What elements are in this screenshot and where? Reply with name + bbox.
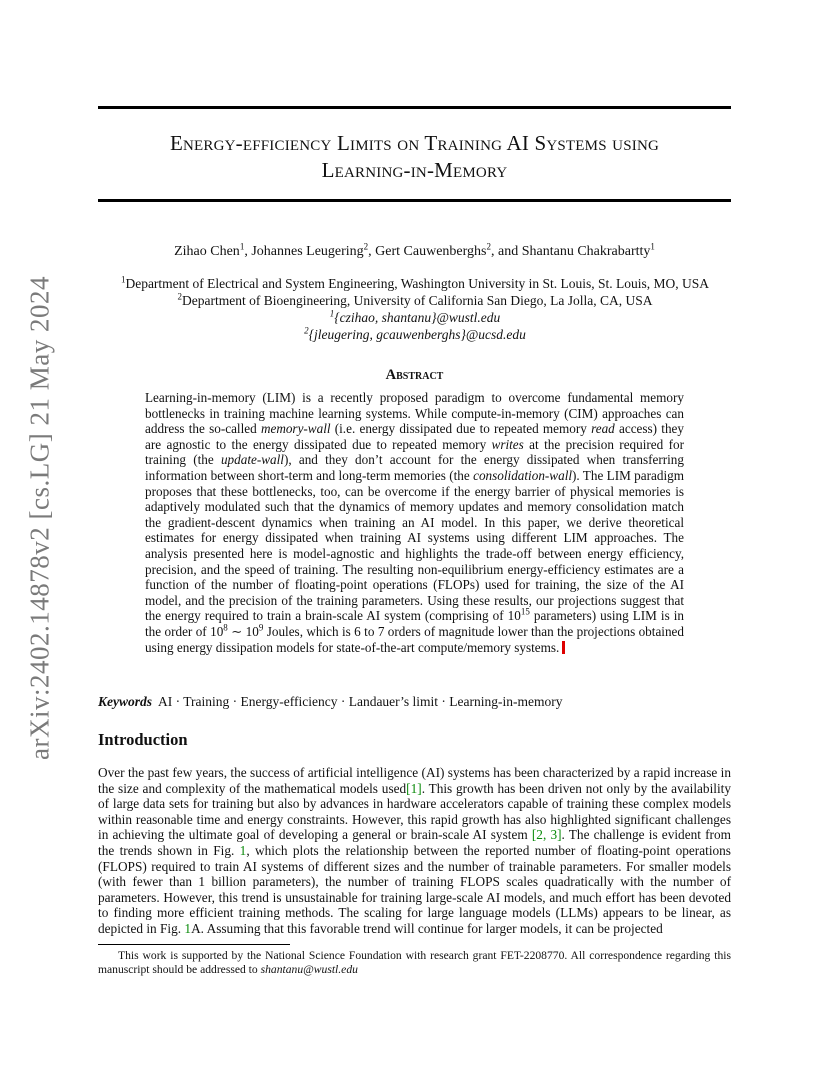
math-1e15: $10^{15}$	[507, 606, 530, 624]
title-line-2: Learning-in-Memory	[321, 158, 508, 182]
email-text: {czihao, shantanu}@wustl.edu	[334, 310, 501, 325]
author-separator: ,	[368, 244, 376, 259]
author-separator: ,	[244, 244, 252, 259]
citation-link[interactable]: [2, 3]	[531, 827, 562, 843]
author-name: Shantanu Chakrabartty	[521, 244, 651, 259]
keywords-label: Keywords	[98, 694, 152, 709]
email-mark: 1	[329, 308, 335, 319]
affiliation-mark: 1	[120, 274, 126, 285]
author-name: Zihao Chen	[174, 244, 240, 259]
affiliation-text: Department of Bioengineering, University of California San Diego, La Jolla, CA, USA	[181, 293, 653, 308]
introduction-body: Over the past few years, the success of artificial intelligence (AI) systems has been characterized by a rapid increase in the size and complexity of the mathematical models used[1]. This growth has been driven not only by the availability of large data sets for training but also by advances in hardware accelerators capable of training these complex models within reasonable time and energy constraints. However, this rapid growth has also highlighted significant challenges in achieving the ultimate goal of developing a general or brain-scale AI system [2, 3]. The challenge is evident from the trends shown in Fig. 1, which plots the relationship between the reported number of floating-point operations (FLOPS) required to train AI systems of different sizes and the number of trainable parameters. For smaller models (with fewer than 1 billion parameters), the number of training FLOPS scales quadratically with the number of parameters. However, this trend is unsustainable for training large-scale AI models, and much effort has been devoted to finding more efficient training methods. The scaling for large language models (LLMs) appears to be linear, as depicted in Fig. 1A. Assuming that this favorable trend will continue for larger models, it can be projected	[98, 765, 731, 936]
footnote-email: shantanu@wustl.edu	[260, 963, 358, 976]
email-text: {jleugering, gcauwenberghs}@ucsd.edu	[308, 327, 526, 342]
affiliation-mark: 2	[177, 291, 182, 302]
author-affil-mark: 1	[239, 241, 245, 252]
red-marker	[562, 641, 565, 654]
author-affil-mark: 1	[650, 241, 655, 252]
affiliation-2	[90, 292, 740, 309]
affiliation-text: Department of Electrical and System Engineering, Washington University in St. Louis, St. Louis, MO, USA	[125, 276, 710, 291]
paper-title	[98, 130, 731, 184]
section-heading-introduction: Introduction	[98, 730, 188, 749]
author-affil-mark: 2	[363, 241, 369, 252]
author-name: Gert Cauwenberghs	[375, 244, 487, 259]
email-2	[90, 326, 740, 343]
title-line-1: Energy-efficiency Limits on Training AI Systems using	[169, 131, 660, 155]
footnote-rule	[98, 944, 290, 945]
abstract-heading: Abstract	[385, 367, 444, 383]
abstract-body: Learning-in-memory (LIM) is a recently proposed paradigm to overcome fundamental memory bottlenecks in training machine learning systems. While compute-in-memory (CIM) approaches can address the so-called memory-wall (i.e. energy dissipated due to repeated memory read access) they are agnostic to the energy dissipated due to repeated memory writes at the precision required for training (the update-wall), and they don’t account for the energy dissipated when transferring information between short-term and long-term memories (the consolidation-wall). The LIM paradigm proposes that these bottlenecks, too, can be overcome if the energy barrier of physical memories is adaptively modulated such that the dynamics of memory updates and memory consolidation match the gradient-descent dynamics when training an AI model. In this paper, we derive theoretical estimates for energy dissipated when training AI systems using different LIM approaches. The analysis presented here is model-agnostic and highlights the trade-off between energy efficiency, precision, and the speed of training. The resulting non-equilibrium energy-efficiency estimates are a function of the number of floating-point operations (FLOPs) used for training, the size of the AI model, and the precision of the training parameters. Using these results, our projections suggest that the energy required to train a brain-scale AI system (comprising of $10^{15}$ parameters) using LIM is in the order of $10^8$ ∼ $10^9$ Joules, which is 6 to 7 orders of magnitude lower than the projections obtained using energy dissipation models for state-of-the-art compute/memory systems.	[145, 390, 684, 655]
title-rule-top	[98, 106, 731, 109]
author-separator: , and	[491, 244, 522, 259]
author-name: Johannes Leugering	[251, 244, 364, 259]
author-affil-mark: 2	[486, 241, 491, 252]
arxiv-stamp-text: arXiv:2402.14878v2 [cs.LG] 21 May 2024	[24, 276, 55, 760]
affiliations	[90, 275, 740, 343]
keywords-text: AI · Training · Energy-efficiency · Landauer’s limit · Learning-in-memory	[158, 694, 563, 709]
footnote: This work is supported by the National Science Foundation with research grant FET-2208770. All correspondence regarding this manuscript should be addressed to shantanu@wustl.edu	[98, 949, 731, 976]
figure-link[interactable]: 1	[184, 920, 192, 936]
author-list	[98, 241, 731, 260]
email-mark: 2	[304, 325, 309, 336]
figure-link[interactable]: 1	[239, 842, 247, 858]
citation-link[interactable]: [1]	[406, 780, 422, 796]
title-rule-bottom	[98, 199, 731, 202]
math-range: $10^8$ ∼ $10^9$	[210, 622, 264, 639]
keywords-line	[98, 694, 731, 710]
affiliation-1	[90, 275, 740, 292]
email-1	[90, 309, 740, 326]
